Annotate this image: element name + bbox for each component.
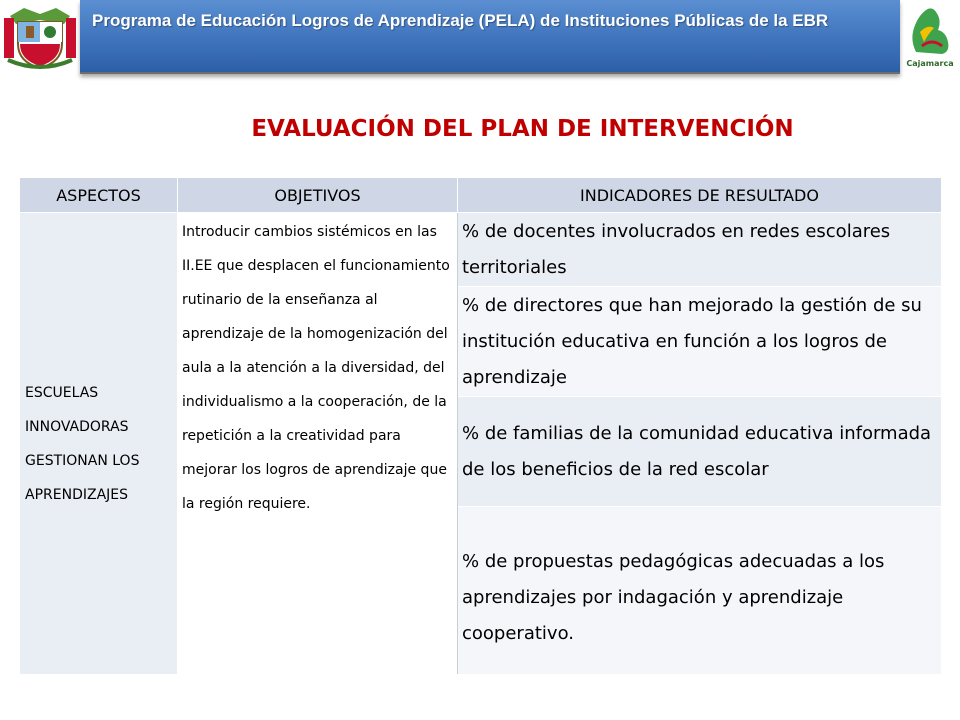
- svg-text:Cajamarca: Cajamarca: [906, 59, 954, 68]
- evaluation-table: [19, 177, 942, 675]
- aspect-cell: ESCUELAS INNOVADORAS GESTIONAN LOS APRENDIZAJES: [20, 213, 178, 675]
- table-row: [20, 213, 942, 287]
- peru-coat-of-arms-icon: [4, 2, 76, 72]
- objective-cell: Introducir cambios sistémicos en las II.EE que desplacen el funcionamiento rutinario de la enseñanza al aprendizaje de la homogenización del aula a la atención a la diversidad, del individualismo a la cooperación, de la repetición a la creatividad para mejorar los logros de aprendizaje que la región requiere.: [178, 213, 458, 675]
- header-objectives: OBJETIVOS: [178, 178, 458, 213]
- page-title: EVALUACIÓN DEL PLAN DE INTERVENCIÓN: [251, 116, 794, 142]
- header-indicators: INDICADORES DE RESULTADO: [458, 178, 942, 213]
- header-banner: [80, 0, 900, 74]
- cajamarca-region-logo-icon: [902, 2, 958, 72]
- indicator-cell: % de directores que han mejorado la gestión de su institución educativa en función a los logros de aprendizaje: [458, 287, 942, 397]
- indicator-cell: % de docentes involucrados en redes escolares territoriales: [458, 213, 942, 287]
- indicator-cell: % de familias de la comunidad educativa informada de los beneficios de la red escolar: [458, 397, 942, 507]
- indicator-cell: % de propuestas pedagógicas adecuadas a los aprendizajes por indagación y aprendizaje cooperativo.: [458, 507, 942, 675]
- header: [0, 0, 960, 76]
- table-header-row: [20, 178, 942, 213]
- program-title: Programa de Educación Logros de Aprendizaje (PELA) de Instituciones Públicas de la EBR: [92, 11, 829, 30]
- header-aspects: ASPECTOS: [20, 178, 178, 213]
